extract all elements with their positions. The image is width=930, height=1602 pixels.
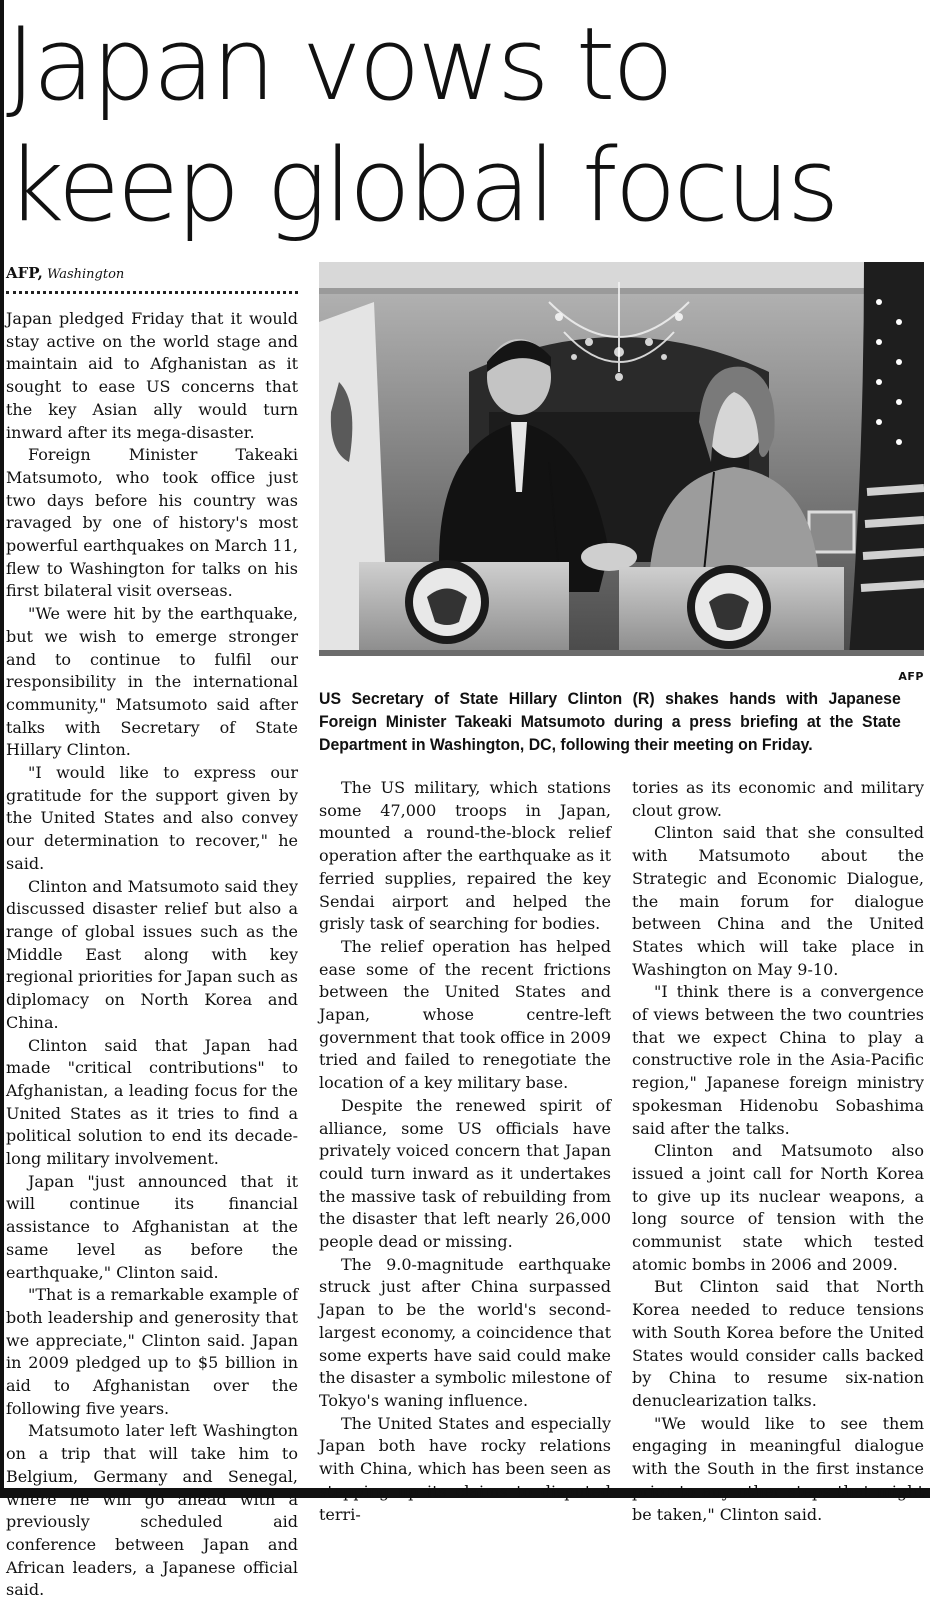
paragraph: "I would like to express our gratitude for the support given by the United States and also convey our determination to recover," he said. (6, 763, 298, 873)
paragraph: Clinton and Matsumoto also issued a joint call for North Korea to give up its nuclear weapons, a long source of tension with the communist state which tested atomic bombs in 2006 and 2009. (632, 1141, 924, 1274)
paragraph: Japan "just announced that it will continue its financial assistance to Afghanistan at the same level as before the earthquake," Clinton said. (6, 1171, 298, 1282)
paragraph: Foreign Minister Takeaki Matsumoto, who took office just two days before his country was ravaged by one of history's most powerful earthquakes on March 11, flew to Washington for talks on his first bilateral visit overseas. (6, 445, 298, 601)
photo-caption: US Secretary of State Hillary Clinton (R) shakes hands with Japanese Foreign Minister Takeaki Matsumoto during a press briefing at the State Department in Washington, DC, following their meeting on Friday. (319, 690, 901, 754)
paragraph: The US military, which stations some 47,000 troops in Japan, mounted a round-the-block relief operation after the earthquake as it ferried supplies, repaired the key Sendai airport and helped the grisly task of searching for bodies. (319, 778, 611, 934)
seal-icon (405, 560, 489, 644)
byline-divider (6, 291, 298, 294)
paragraph: The United States and especially Japan both have rocky relations with China, which has been seen as stepping up its claims to disputed terri- (319, 1413, 611, 1524)
article-column-1 (6, 308, 298, 1602)
article-column-2 (319, 777, 611, 1526)
photo-illustration (319, 262, 924, 656)
headline: Japan vows to keep global focus (6, 5, 837, 244)
paragraph: The 9.0-magnitude earthquake struck just after China surpassed Japan to be the world's second-largest economy, a coincidence that some experts have said could make the disaster a symbolic milestone of Tokyo's waning influence. (319, 1254, 612, 1410)
paragraph: Despite the renewed spirit of alliance, some US officials have privately voiced concern that Japan could turn inward as it undertakes the massive task of rebuilding from the disaster that left nearly 26,000 people dead or missing. (319, 1095, 611, 1252)
paragraph: Clinton said that she consulted with Matsumoto about the Strategic and Economic Dialogue, the main forum for dialogue between China and the United States which will take place in Washington on May 9-10. (632, 823, 924, 979)
paragraph: "We would like to see them engaging in meaningful dialogue with the South in the first instance prior to any other steps that might be taken," Clinton said. (632, 1413, 924, 1524)
page-border-left (0, 0, 4, 1498)
paragraph: Clinton and Matsumoto said they discussed disaster relief but also a range of global issues such as the Middle East along with key regional priorities for Japan such as diplomacy on North Korea and China. (6, 876, 298, 1032)
byline-city: Washington (47, 267, 125, 282)
paragraph: Clinton said that Japan had made "critical contributions" to Afghanistan, a leading focus for the United States as it tries to find a political solution to end its decade-long military involvement. (6, 1035, 298, 1169)
photo-credit: AFP (898, 670, 924, 683)
paragraph: "I think there is a convergence of views between the two countries that we expect China to play a constructive role in the Asia-Pacific region," Japanese foreign ministry spokesman Hidenobu Sobashima said after the talks. (632, 982, 924, 1138)
paragraph: Matsumoto later left Washington on a trip that will take him to Belgium, Germany and Senegal, where he will go ahead with a previously scheduled aid conference between Japan and African leaders, a Japanese official said. (6, 1421, 298, 1600)
paragraph: But Clinton said that North Korea needed to reduce tensions with South Korea before the United States would consider calls backed by China to resume six-nation denuclearization talks. (632, 1277, 924, 1410)
byline (6, 264, 298, 282)
paragraph: The relief operation has helped ease some of the recent frictions between the United States and Japan, whose centre-left government that took office in 2009 tried and failed to renegotiate the location of a key military base. (319, 936, 611, 1093)
paragraph: Japan pledged Friday that it would stay active on the world stage and maintain aid to Afghanistan as it sought to ease US concerns that the key Asian ally would turn inward after its mega-disaster. (6, 309, 298, 442)
byline-agency: AFP, (6, 264, 43, 282)
article-column-3 (632, 777, 924, 1526)
paragraph: tories as its economic and military clout grow. (632, 778, 924, 820)
paragraph: "That is a remarkable example of both leadership and generosity that we appreciate," Clinton said. Japan in 2009 pledged up to $5 billion in aid to Afghanistan over the following five years. (6, 1285, 298, 1418)
paragraph: "We were hit by the earthquake, but we wish to emerge stronger and to continue to fulfil our responsibility in the international community," Matsumoto said after talks with Secretary of State Hillary Clinton. (6, 604, 298, 760)
news-photo (319, 262, 924, 656)
